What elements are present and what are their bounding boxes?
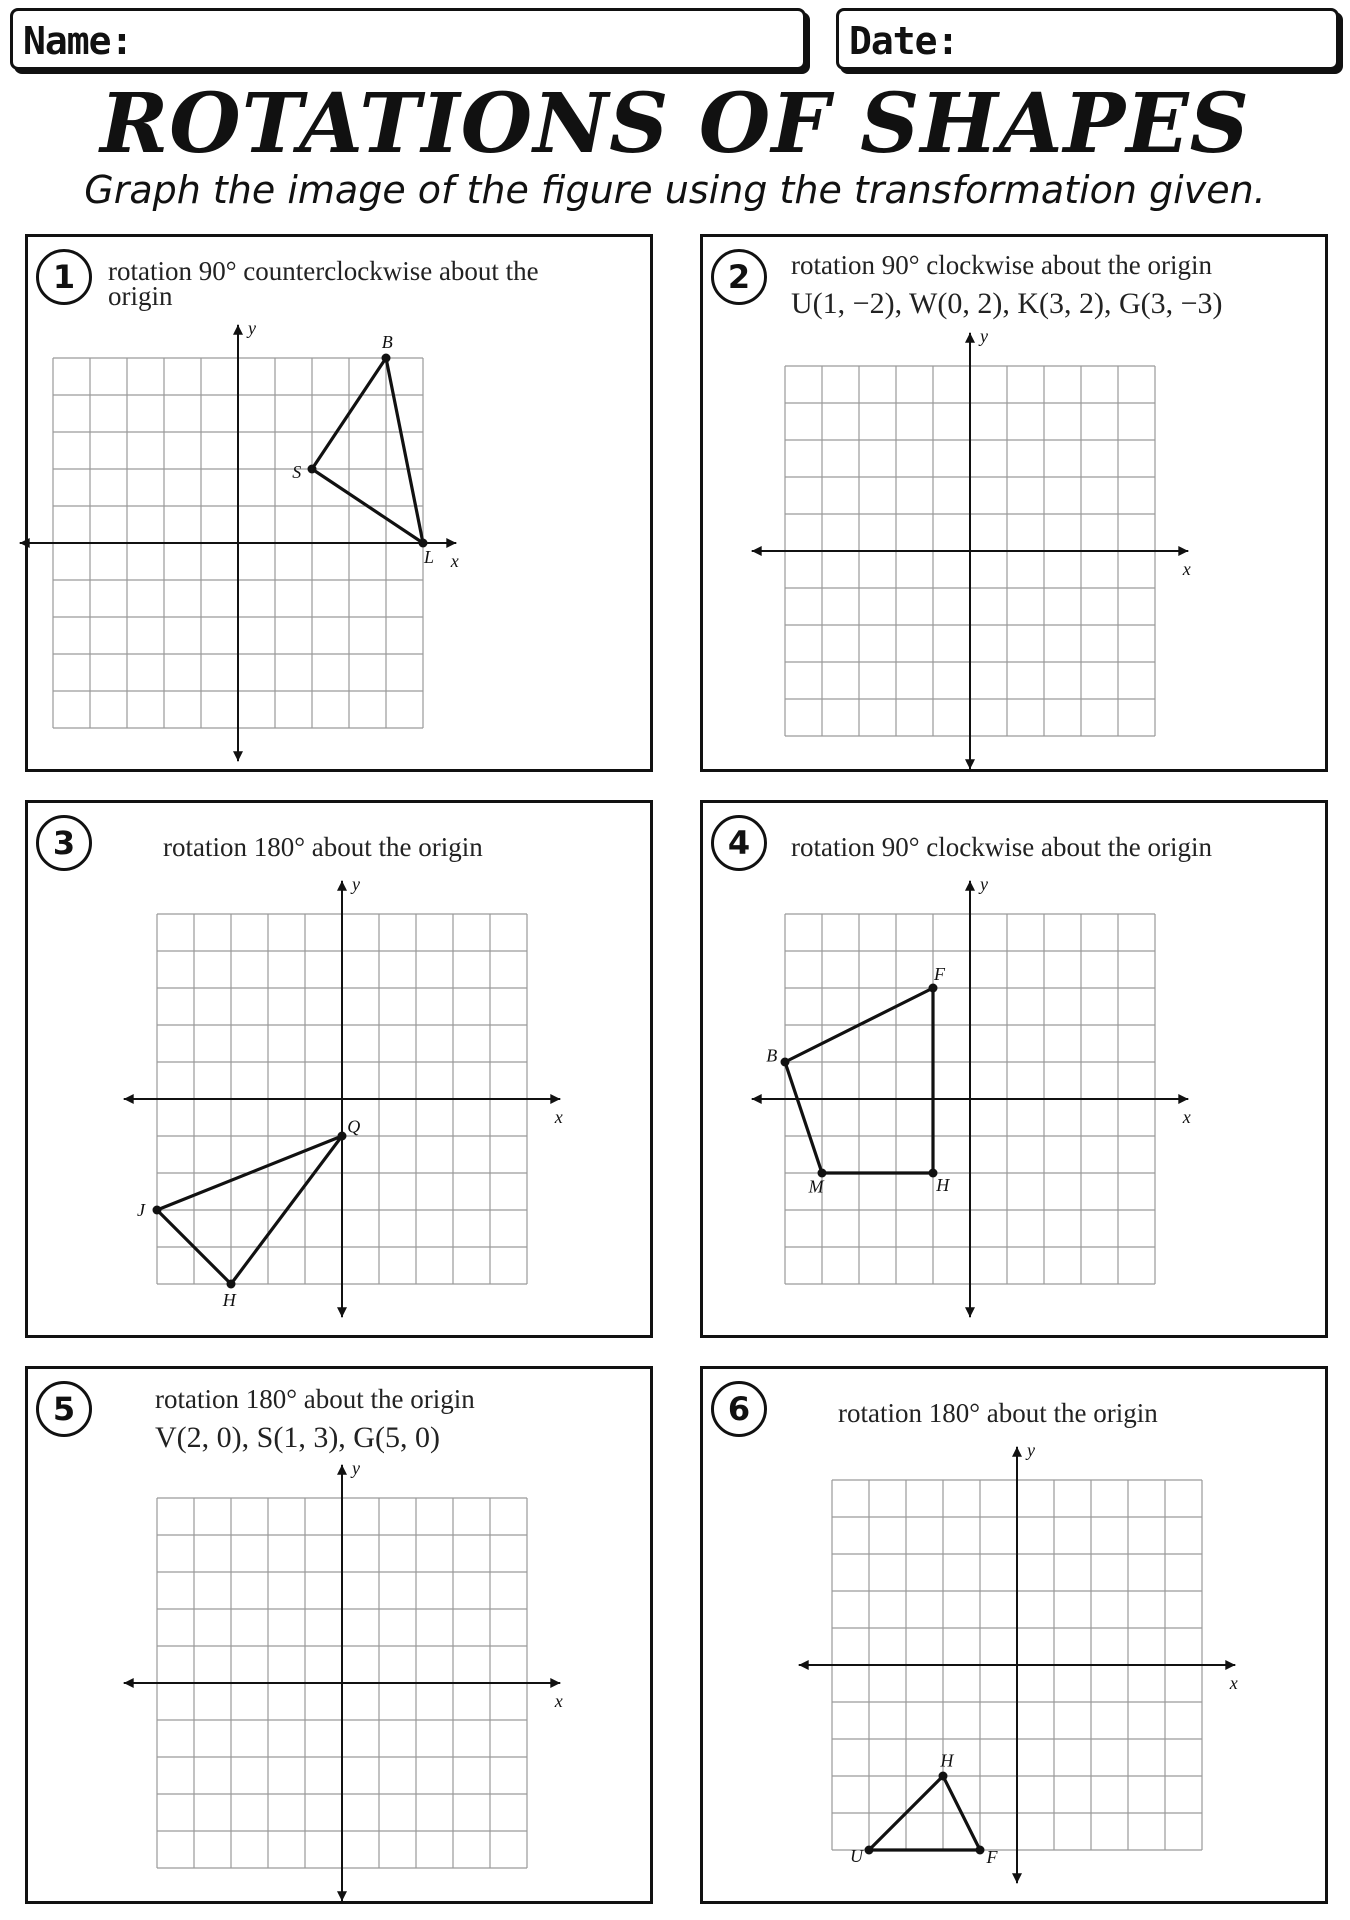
vertex-label-F: F (934, 964, 946, 985)
x-axis-label: x (554, 1107, 563, 1127)
vertex-U (865, 1846, 874, 1855)
y-arrow-down (337, 1307, 347, 1317)
problem-5-instruction: rotation 180° about the origin (155, 1384, 475, 1414)
vertex-label-F: F (986, 1847, 998, 1868)
problem-1-grid[interactable] (28, 237, 656, 775)
y-arrow-up (965, 333, 975, 343)
x-arrow-right (446, 538, 456, 548)
problem-2-panel (700, 234, 1328, 772)
x-axis-label: x (450, 551, 459, 571)
y-arrow-up (337, 881, 347, 891)
problem-5-grid[interactable] (28, 1369, 656, 1907)
y-arrow-up (1012, 1447, 1022, 1457)
vertex-B (781, 1058, 790, 1067)
figure (850, 1750, 999, 1867)
vertex-label-S: S (292, 462, 302, 483)
worksheet-title: ROTATIONS OF SHAPES (100, 76, 1250, 172)
x-arrow-right (1178, 1094, 1188, 1104)
x-axis-label: x (1182, 559, 1191, 579)
problem-5-coordinates: V(2, 0), S(1, 3), G(5, 0) (155, 1421, 440, 1454)
x-arrow-left (124, 1094, 134, 1104)
problem-4-instruction: rotation 90° clockwise about the origin (791, 832, 1212, 862)
y-axis-label: y (352, 1457, 360, 1478)
problem-2-grid[interactable] (703, 237, 1331, 775)
problem-6-grid[interactable] (703, 1369, 1331, 1907)
axes (124, 874, 563, 1317)
name-label: Name: (23, 19, 133, 63)
vertex-label-H: H (940, 1750, 954, 1771)
problem-4-grid[interactable] (703, 803, 1331, 1341)
problem-number-4: 4 (711, 815, 767, 871)
x-axis-label: x (1229, 1673, 1238, 1693)
vertex-label-B: B (766, 1045, 778, 1066)
y-arrow-down (965, 1307, 975, 1317)
figure (292, 332, 434, 567)
axes (752, 326, 1191, 769)
vertex-label-B: B (381, 332, 393, 353)
problem-3-panel (25, 800, 653, 1338)
problem-number-1: 1 (36, 249, 92, 305)
vertex-F (929, 984, 938, 993)
date-field[interactable] (836, 8, 1339, 70)
vertex-label-H: H (936, 1175, 950, 1196)
figure (766, 964, 950, 1196)
problem-1-instruction-line-1: rotation 90° counterclockwise about the (108, 256, 539, 286)
vertex-Q (338, 1132, 347, 1141)
y-arrow-down (1012, 1873, 1022, 1883)
x-arrow-right (550, 1678, 560, 1688)
date-label: Date: (849, 19, 959, 63)
y-axis-label: y (1027, 1439, 1035, 1460)
problem-3-grid[interactable] (28, 803, 656, 1341)
x-arrow-left (124, 1678, 134, 1688)
problem-1-instruction-line-2: origin (108, 281, 173, 311)
problem-5-panel (25, 1366, 653, 1904)
axes (752, 874, 1191, 1317)
vertex-label-J: J (137, 1200, 145, 1220)
y-axis-label: y (980, 873, 988, 894)
y-axis-label: y (980, 325, 988, 346)
x-arrow-right (1225, 1660, 1235, 1670)
figure (137, 1116, 360, 1309)
vertex-H (227, 1280, 236, 1289)
axes (799, 1440, 1238, 1883)
x-arrow-right (1178, 546, 1188, 556)
worksheet-subtitle: Graph the image of the figure using the transformation given. (84, 168, 1266, 212)
vertex-B (382, 354, 391, 363)
x-arrow-left (752, 546, 762, 556)
y-axis-label: y (352, 873, 360, 894)
vertex-label-Q: Q (347, 1116, 361, 1137)
x-axis-label: x (1182, 1107, 1191, 1127)
name-field[interactable] (10, 8, 806, 70)
x-axis-label: x (554, 1691, 563, 1711)
problem-number-5: 5 (36, 1381, 92, 1437)
problem-number-6: 6 (711, 1381, 767, 1437)
problem-number-3: 3 (36, 815, 92, 871)
problem-2-coordinates: U(1, −2), W(0, 2), K(3, 2), G(3, −3) (791, 287, 1223, 320)
problem-6-panel (700, 1366, 1328, 1904)
y-arrow-up (965, 881, 975, 891)
problem-3-instruction: rotation 180° about the origin (163, 832, 483, 862)
x-arrow-right (550, 1094, 560, 1104)
x-arrow-left (799, 1660, 809, 1670)
problem-6-instruction: rotation 180° about the origin (838, 1398, 1158, 1428)
vertex-F (976, 1846, 985, 1855)
vertex-label-L: L (423, 546, 434, 567)
figure-outline (312, 358, 423, 543)
vertex-H (939, 1772, 948, 1781)
y-axis-label: y (248, 317, 256, 338)
vertex-J (153, 1206, 162, 1215)
vertex-label-M: M (808, 1176, 824, 1197)
x-arrow-left (752, 1094, 762, 1104)
y-arrow-down (965, 759, 975, 769)
problem-2-instruction: rotation 90° clockwise about the origin (791, 250, 1212, 280)
y-arrow-up (337, 1465, 347, 1475)
problem-number-2: 2 (711, 249, 767, 305)
vertex-label-U: U (850, 1845, 864, 1866)
x-arrow-left (20, 538, 30, 548)
y-arrow-down (233, 751, 243, 761)
vertex-S (308, 465, 317, 474)
problem-1-panel (25, 234, 653, 772)
vertex-label-H: H (222, 1289, 236, 1310)
problem-4-panel (700, 800, 1328, 1338)
y-arrow-up (233, 325, 243, 335)
axes (124, 1458, 563, 1901)
y-arrow-down (337, 1891, 347, 1901)
